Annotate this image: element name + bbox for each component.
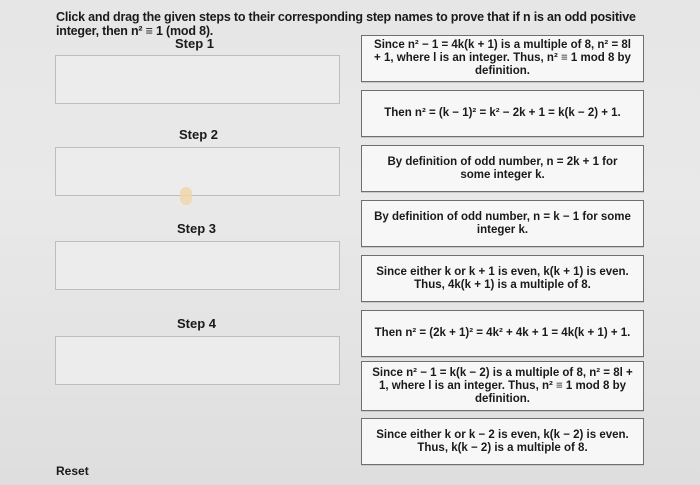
pointer-cursor: [180, 187, 192, 205]
step-2-label: Step 2: [179, 127, 219, 142]
draggable-step-card[interactable]: [361, 418, 644, 465]
card-text: Then n² = (k − 1)² = k² − 2k + 1 = k(k − 2) + 1.: [384, 107, 621, 119]
draggable-step-card[interactable]: [361, 255, 644, 302]
step-4-label: Step 4: [177, 316, 217, 331]
step-2-drop-zone[interactable]: [55, 147, 340, 196]
step-3-label: Step 3: [177, 221, 217, 236]
draggable-step-card[interactable]: [361, 361, 644, 411]
draggable-step-card[interactable]: [361, 200, 644, 247]
card-text: Since either k or k + 1 is even, k(k + 1) is even. Thus, 4k(k + 1) is a multiple of 8.: [376, 265, 629, 291]
draggable-step-card[interactable]: [361, 35, 644, 82]
card-text: Since n² − 1 = 4k(k + 1) is a multiple of 8, n² = 8l + 1, where l is an integer. Thus, n² ≡ 1 mod 8 by definition.: [374, 39, 631, 77]
card-text: Then n² = (2k + 1)² = 4k² + 4k + 1 = 4k(k + 1) + 1.: [374, 327, 631, 339]
step-4-drop-zone[interactable]: [55, 336, 340, 385]
step-3-drop-zone[interactable]: [55, 241, 340, 290]
step-1-drop-zone[interactable]: [55, 55, 340, 104]
question-prompt: Click and drag the given steps to their corresponding step names to prove that if n is an odd positive integer, then n² ≡ 1 (mod 8).: [56, 10, 636, 38]
card-text: By definition of odd number, n = k − 1 for some integer k.: [374, 210, 631, 236]
card-text: Since either k or k − 2 is even, k(k − 2) is even. Thus, k(k − 2) is a multiple of 8.: [376, 428, 629, 454]
draggable-step-card[interactable]: [361, 145, 644, 192]
draggable-step-card[interactable]: [361, 90, 644, 137]
step-1-label: Step 1: [175, 36, 215, 51]
card-text: By definition of odd number, n = 2k + 1 for some integer k.: [387, 155, 618, 181]
reset-button[interactable]: Reset: [56, 464, 89, 478]
card-text: Since n² − 1 = k(k − 2) is a multiple of 8, n² = 8l + 1, where l is an integer. Thus, n² ≡ 1 mod 8 by definition.: [372, 366, 633, 405]
draggable-step-card[interactable]: [361, 310, 644, 357]
